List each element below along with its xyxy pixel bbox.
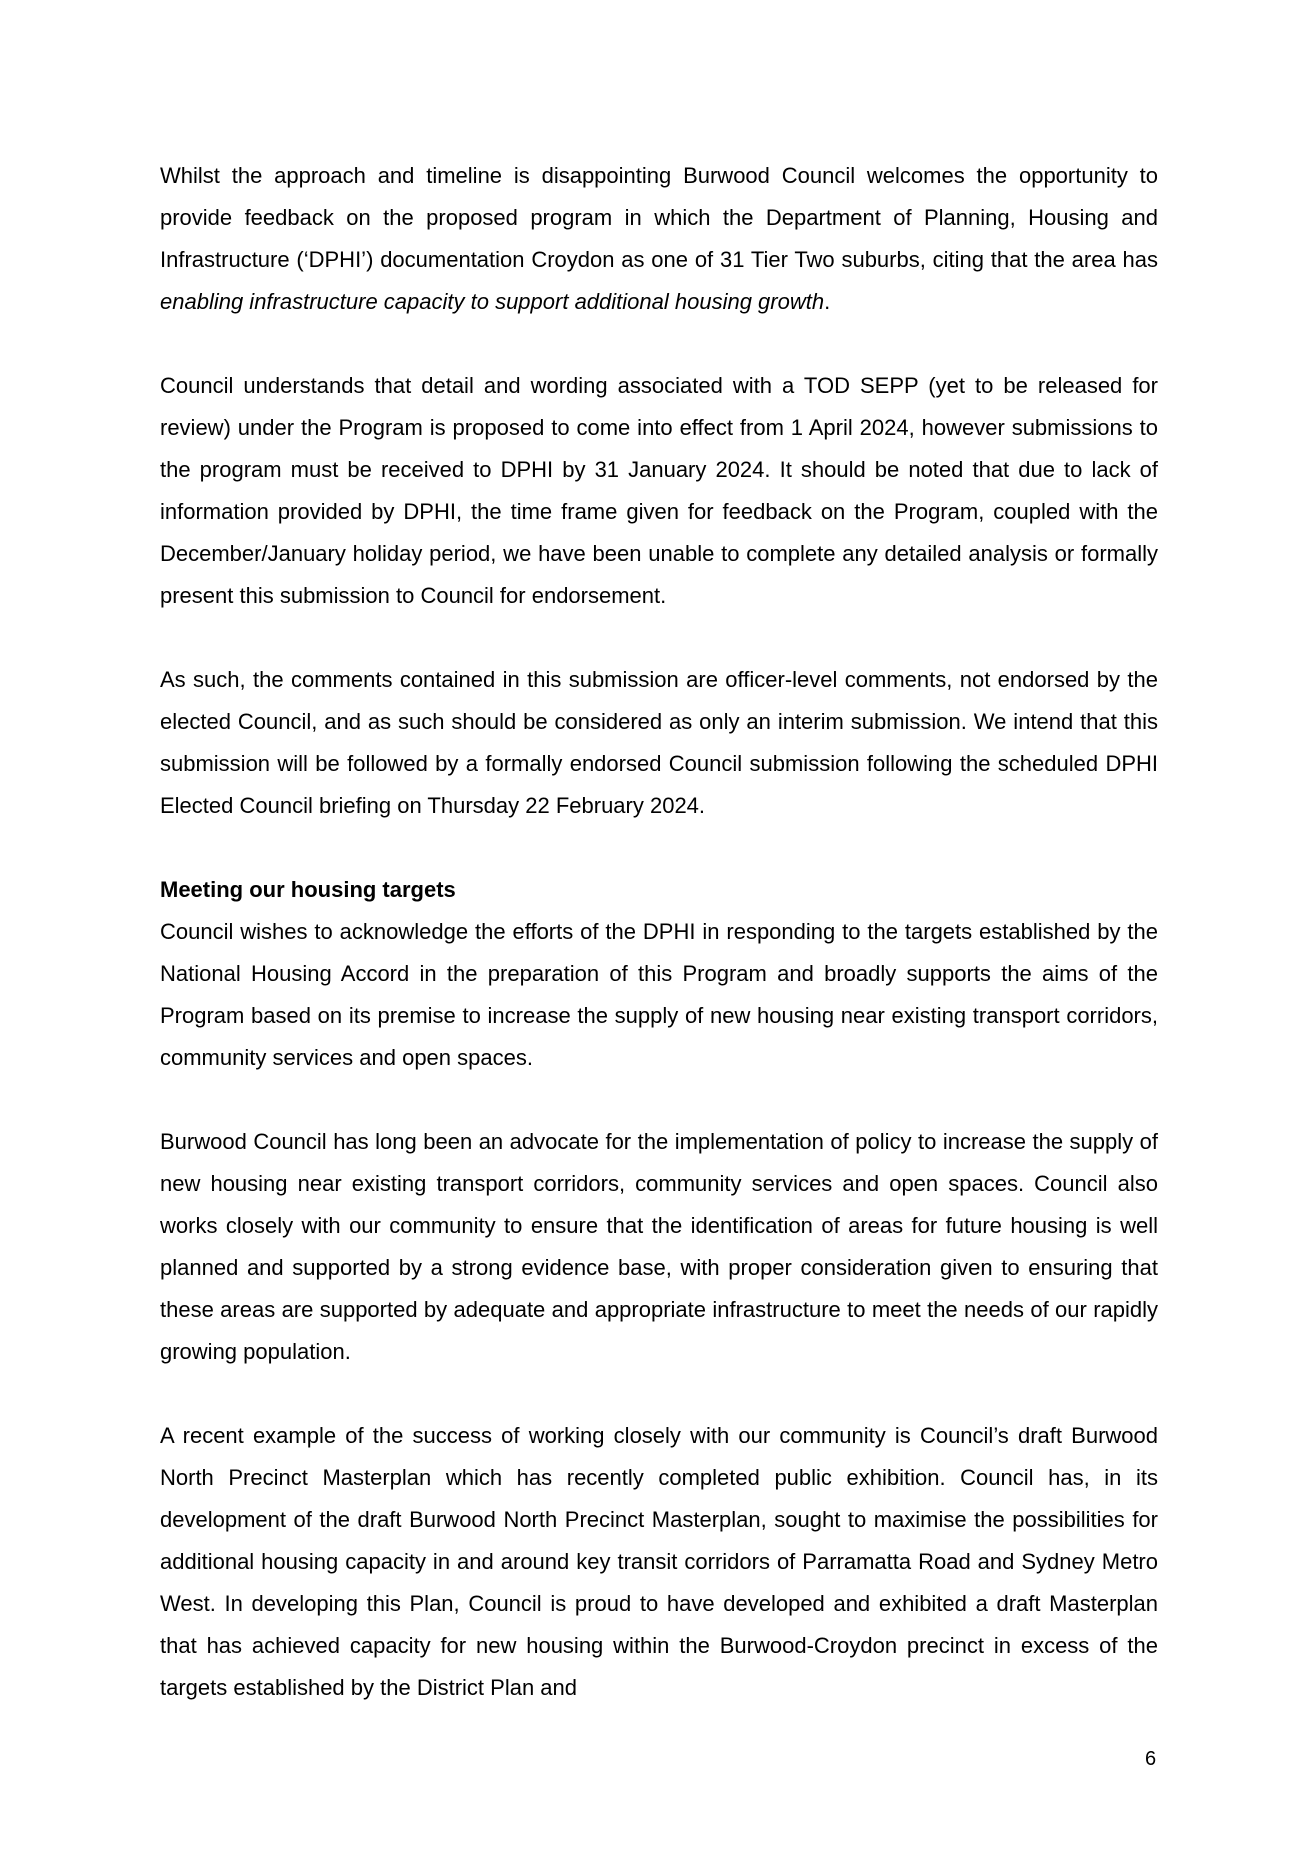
paragraph-tod-sepp: Council understands that detail and wording associated with a TOD SEPP (yet to be released for review) under the Program is proposed to come into effect from 1 April 2024, however submissions to the program must be received to DPHI by 31 January 2024. It should be noted that due to lack of information provided by DPHI, the time frame given for feedback on the Program, coupled with the December/January holiday period, we have been unable to complete any detailed analysis or formally present this submission to Council for endorsement. — [160, 373, 1158, 608]
section-heading-housing-targets: Meeting our housing targets — [160, 877, 456, 902]
paragraph-housing-accord: Council wishes to acknowledge the efforts of the DPHI in responding to the targets established by the National Housing Accord in the preparation of this Program and broadly supports the aims of the Program based on its premise to increase the supply of new housing near existing transport corridors, community services and open spaces. — [160, 919, 1158, 1070]
paragraph-intro-italic-quote: enabling infrastructure capacity to support additional housing growth — [160, 289, 825, 314]
paragraph-intro-text: Whilst the approach and timeline is disappointing Burwood Council welcomes the opportunity to provide feedback on the proposed program in which the Department of Planning, Housing and Infrastructure (‘DPHI’) documentation Croydon as one of 31 Tier Two suburbs, citing that the area has — [160, 163, 1158, 272]
page-number: 6 — [1145, 1748, 1157, 1770]
paragraph-intro-end: . — [824, 289, 831, 314]
document-body — [160, 155, 1158, 1709]
paragraph-advocacy: Burwood Council has long been an advocate for the implementation of policy to increase the supply of new housing near existing transport corridors, community services and open spaces. Council also works closely with our community to ensure that the identification of areas for future housing is well planned and supported by a strong evidence base, with proper consideration given to ensuring that these areas are supported by adequate and appropriate infrastructure to meet the needs of our rapidly growing population. — [160, 1129, 1158, 1364]
paragraph-masterplan: A recent example of the success of working closely with our community is Council’s draft Burwood North Precinct Masterplan which has recently completed public exhibition. Council has, in its development of the draft Burwood North Precinct Masterplan, sought to maximise the possibilities for additional housing capacity in and around key transit corridors of Parramatta Road and Sydney Metro West. In developing this Plan, Council is proud to have developed and exhibited a draft Masterplan that has achieved capacity for new housing within the Burwood-Croydon precinct in excess of the targets established by the District Plan and — [160, 1423, 1158, 1700]
paragraph-intro — [160, 155, 1158, 323]
paragraph-officer-comments: As such, the comments contained in this submission are officer-level comments, not endorsed by the elected Council, and as such should be considered as only an interim submission. We intend that this submission will be followed by a formally endorsed Council submission following the scheduled DPHI Elected Council briefing on Thursday 22 February 2024. — [160, 667, 1158, 818]
